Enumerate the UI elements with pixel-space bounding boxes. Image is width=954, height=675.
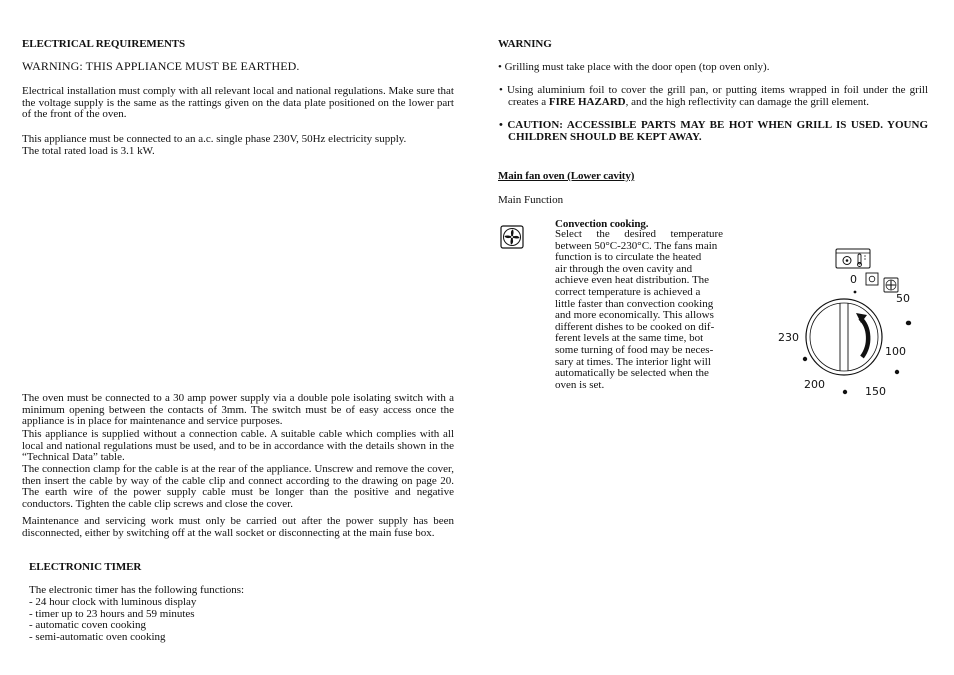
convection-line: between 50°C-230°C. The fans main	[555, 239, 718, 252]
timer-function-item: - semi-automatic oven cooking	[29, 631, 166, 644]
convection-line: Select the desired temperature	[555, 228, 723, 240]
convection-line: sary at times. The interior light will	[555, 355, 711, 368]
earthed-warning: WARNING: THIS APPLIANCE MUST BE EARTHED.	[22, 59, 300, 73]
timer-intro: The electronic timer has the following functions:	[29, 584, 245, 596]
convection-line: little faster than convection cooking	[555, 297, 714, 310]
convection-line: automatically be selected when the	[555, 367, 709, 380]
installation-text: Electrical installation must comply with all relevant local and national regulations. Make sure that the voltage supply is the same as the rattings given on the data plate positioned on the lower part of the front of the oven.	[22, 85, 454, 121]
dial-label-200: 200	[804, 378, 825, 391]
convection-line: air through the oven cavity and	[555, 262, 693, 275]
fire-hazard-text: FIRE HAZARD	[548, 95, 626, 108]
timer-function-item: - timer up to 23 hours and 59 minutes	[29, 607, 195, 620]
warning-bullet-caution: • CAUTION: ACCESSIBLE PARTS MAY BE HOT WHEN GRILL IS USED. YOUNG CHILDREN SHOULD BE KEPT AWAY.	[499, 119, 928, 143]
warning-bullet-foil	[498, 85, 928, 108]
convection-line: and more economically. This allows	[555, 309, 714, 322]
fan-oven-heading: Main fan oven (Lower cavity)	[498, 170, 635, 182]
fan-icon	[884, 278, 898, 292]
convection-line: different dishes to be cooked on dif-	[555, 320, 715, 333]
light-icon	[866, 273, 878, 285]
convection-line: oven is set.	[555, 378, 605, 391]
dial-label-150: 150	[865, 385, 886, 398]
convection-line: correct temperature is achieved a	[555, 285, 701, 298]
timer-function-item: - 24 hour clock with luminous display	[29, 596, 197, 608]
maintenance-paragraph: Maintenance and servicing work must only be carried out after the power supply has been disconnected, either by switching off at the wall socket or disconnecting at the main fuse box.	[22, 515, 454, 539]
foil-text-part1: • Using aluminium foil to cover the grill pan, or putting items wrapped in foil under the grill creates a	[499, 84, 928, 108]
warning-bullet-grilling: • Grilling must take place with the door open (top oven only).	[498, 61, 770, 73]
warning-heading: WARNING	[498, 38, 552, 50]
timer-functions-list	[29, 597, 196, 644]
supply-text-line2: The total rated load is 3.1 kW.	[22, 145, 155, 157]
isolating-switch-paragraph: The oven must be connected to a 30 amp power supply via a double pole isolating switch with a minimum opening between the contacts of 3mm. The switch must be of easy access once the appliance is in place for maintenance and service purposes.	[22, 392, 454, 428]
convection-line: ferent levels at the same time, bot	[555, 332, 704, 345]
cable-paragraph: This appliance is supplied without a connection cable. A suitable cable which complies with all local and national regulations must be used, and to be in accordance with the details shown in the “Technical Data” table.	[22, 428, 454, 464]
convection-title: Convection cooking.	[555, 218, 649, 230]
fan-icon	[500, 225, 524, 249]
foil-text-part2: , and the high reflectivity can damage the grill element.	[625, 95, 870, 108]
electrical-requirements-heading: ELECTRICAL REQUIREMENTS	[22, 38, 186, 50]
dial-label-0: 0	[850, 273, 857, 286]
dial-label-50: 50	[896, 292, 910, 305]
convection-line: function is to circulate the heated	[555, 251, 702, 264]
dial-label-230: 230	[778, 331, 799, 344]
temperature-dial-diagram	[776, 247, 910, 398]
dial-label-100: 100	[885, 345, 906, 358]
connection-clamp-paragraph: The connection clamp for the cable is at the rear of the appliance. Unscrew and remove the cover, then insert the cable by way of the cable clip and connect according to the drawing on page 20. The earth wire of the power supply cable must be longer than the positive and negative conductors. Tighten the cable clip screws and close the cover.	[22, 463, 454, 510]
lamp-thermometer-icon	[836, 249, 870, 268]
supply-text-line1: This appliance must be connected to an a.c. single phase 230V, 50Hz electricity supply.	[22, 133, 407, 145]
convection-text	[555, 229, 723, 391]
convection-line: achieve even heat distribution. The	[555, 274, 710, 287]
convection-line: some turning of food may be neces-	[555, 343, 714, 356]
main-function-label: Main Function	[498, 194, 564, 206]
electronic-timer-heading: ELECTRONIC TIMER	[29, 561, 142, 573]
timer-function-item: - automatic coven cooking	[29, 619, 146, 632]
